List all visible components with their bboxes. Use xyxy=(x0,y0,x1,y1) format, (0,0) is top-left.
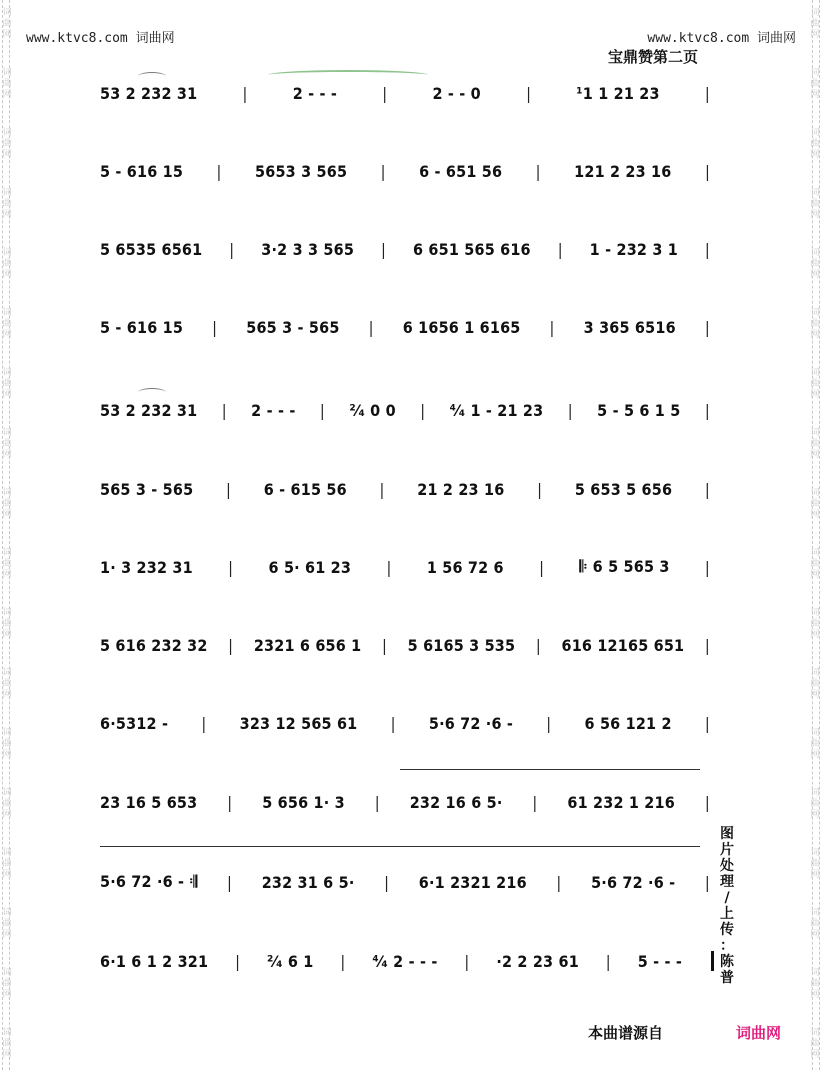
measure: 5·6 72 ·6 - xyxy=(428,713,514,733)
side-watermark-left: 词 曲 网 xyxy=(2,248,12,280)
credit-char: ： xyxy=(720,938,734,954)
barline: | xyxy=(420,400,426,420)
credit-char: 理 xyxy=(720,874,734,890)
barline: | xyxy=(546,713,552,733)
barline: | xyxy=(704,83,710,103)
measure: 21 2 23 16 xyxy=(417,479,505,499)
side-watermark-left: 词 曲 网 xyxy=(2,1028,12,1060)
score-row xyxy=(100,552,714,582)
barline: | xyxy=(605,951,611,971)
barline: | xyxy=(201,713,207,733)
measure: 23 16 5 653 xyxy=(100,792,198,812)
barline: | xyxy=(379,479,385,499)
side-watermark-right: 词 曲 网 xyxy=(810,368,820,400)
measure: ⁴⁄₄ 1 - 21 23 xyxy=(449,400,544,420)
side-watermark-right: 词 曲 网 xyxy=(810,668,820,700)
measure: 5 6535 6561 xyxy=(100,239,203,259)
side-watermark-right: 词 曲 网 xyxy=(810,488,820,520)
side-watermark-right: 词 曲 网 xyxy=(810,8,820,40)
barline: | xyxy=(704,872,710,892)
side-watermark-left: 词 曲 网 xyxy=(2,548,12,580)
measure: 6·1 2321 216 xyxy=(418,872,527,892)
barline: | xyxy=(704,792,710,812)
barline: | xyxy=(381,239,387,259)
score-row xyxy=(100,156,714,186)
barline: | xyxy=(556,872,562,892)
barline: | xyxy=(382,83,388,103)
measure: 6 1656 1 6165 xyxy=(402,317,521,337)
barline: | xyxy=(549,317,555,337)
side-watermark-left: 词 曲 网 xyxy=(2,908,12,940)
measure: 6 - 651 56 xyxy=(419,161,503,181)
side-watermark-right: 词 曲 网 xyxy=(810,128,820,160)
barline: | xyxy=(386,557,392,577)
barline: | xyxy=(368,317,374,337)
barline: | xyxy=(464,951,470,971)
barline: | xyxy=(535,635,541,655)
volta-line xyxy=(400,769,700,770)
side-watermark-right: 词 曲 网 xyxy=(810,188,820,220)
measure: 61 232 1 216 xyxy=(567,792,675,812)
footer-site-name: 词曲网 xyxy=(736,1024,782,1042)
barline: | xyxy=(228,557,234,577)
measure: ·2 2 23 61 xyxy=(496,951,579,971)
measure: 6 651 565 616 xyxy=(412,239,531,259)
measure: 5 - - - xyxy=(637,951,683,971)
barline: | xyxy=(704,317,710,337)
side-watermark-right: 词 曲 网 xyxy=(810,68,820,100)
barline: | xyxy=(539,557,545,577)
side-watermark-left: 词 曲 网 xyxy=(2,308,12,340)
score-row xyxy=(100,234,714,264)
barline: | xyxy=(221,400,227,420)
side-watermark-left: 词 曲 网 xyxy=(2,68,12,100)
footer-source-label: 本曲谱源自 xyxy=(588,1024,664,1042)
measure: 232 16 6 5· xyxy=(409,792,503,812)
barline: | xyxy=(340,951,346,971)
measure: 𝄆 6 5 565 3 xyxy=(579,557,670,576)
measure: 1· 3 232 31 xyxy=(100,557,193,577)
measure: 6 5· 61 23 xyxy=(268,557,352,577)
credit-char: 普 xyxy=(720,970,734,986)
side-watermark-left: 词 曲 网 xyxy=(2,788,12,820)
measure: 565 3 - 565 xyxy=(100,479,194,499)
barline: | xyxy=(319,400,325,420)
measure: 6 - 615 56 xyxy=(263,479,347,499)
measure: 2 - - - xyxy=(251,400,296,420)
side-watermark-left: 词 曲 网 xyxy=(2,488,12,520)
side-watermark-left: 词 曲 网 xyxy=(2,428,12,460)
barline: | xyxy=(242,83,248,103)
side-watermark-left: 词 曲 网 xyxy=(2,608,12,640)
measure: 6 56 121 2 xyxy=(584,713,672,733)
measure: 53 2 232 31 xyxy=(100,400,198,420)
measure: 1 - 232 3 1 xyxy=(589,239,678,259)
credit-char: / xyxy=(724,890,730,906)
barline: | xyxy=(704,400,710,420)
score-row xyxy=(100,946,714,976)
measure: 6·1 6 1 2 321 xyxy=(100,951,209,971)
measure: 5 - 616 15 xyxy=(100,317,184,337)
side-watermark-right: 词 曲 网 xyxy=(810,788,820,820)
watermark-site-left: www.ktvc8.com 词曲网 xyxy=(26,31,175,46)
barline: | xyxy=(235,951,241,971)
side-watermark-right: 词 曲 网 xyxy=(810,428,820,460)
side-watermark-right: 词 曲 网 xyxy=(810,968,820,1000)
measure: 2321 6 656 1 xyxy=(253,635,362,655)
measure: 3·2 3 3 565 xyxy=(261,239,355,259)
measure: 5 656 1· 3 xyxy=(262,792,345,812)
barline: | xyxy=(216,161,222,181)
measure: 1 56 72 6 xyxy=(426,557,504,577)
side-watermark-right: 词 曲 网 xyxy=(810,308,820,340)
barline: | xyxy=(704,161,710,181)
barline: | xyxy=(535,161,541,181)
side-watermark-left: 词 曲 网 xyxy=(2,368,12,400)
side-watermark-right: 词 曲 网 xyxy=(810,908,820,940)
barline: | xyxy=(704,479,710,499)
measure: 121 2 23 16 xyxy=(574,161,672,181)
measure: 3 365 6516 xyxy=(583,317,676,337)
barline: | xyxy=(227,792,233,812)
barline: | xyxy=(704,635,710,655)
measure: 5 - 5 6 1 5 xyxy=(597,400,681,420)
barline: | xyxy=(526,83,532,103)
barline: | xyxy=(229,239,235,259)
side-watermark-right: 词 曲 网 xyxy=(810,728,820,760)
credit-char: 片 xyxy=(720,842,734,858)
score-row xyxy=(100,312,714,342)
measure: 5·6 72 ·6 - xyxy=(591,872,676,892)
score-row xyxy=(100,395,714,425)
barline: | xyxy=(374,792,380,812)
side-watermark-left: 词 曲 网 xyxy=(2,968,12,1000)
barline: | xyxy=(226,479,232,499)
credit-char: 陈 xyxy=(720,954,734,970)
side-watermark-right: 词 曲 网 xyxy=(810,608,820,640)
side-watermark-left: 词 曲 网 xyxy=(2,188,12,220)
barline: | xyxy=(704,713,710,733)
measure: 5 653 5 656 xyxy=(574,479,673,499)
credit-char: 传 xyxy=(720,922,734,938)
score-row xyxy=(100,867,714,897)
credit-char: 处 xyxy=(720,858,734,874)
side-watermark-right: 词 曲 网 xyxy=(810,248,820,280)
barline: | xyxy=(228,635,234,655)
side-watermark-left: 词 曲 网 xyxy=(2,848,12,880)
side-watermark-right: 词 曲 网 xyxy=(810,548,820,580)
barline: | xyxy=(557,239,563,259)
measure: 5 6165 3 535 xyxy=(407,635,516,655)
measure: 323 12 565 61 xyxy=(239,713,358,733)
barline: | xyxy=(567,400,573,420)
watermark-site-right: www.ktvc8.com 词曲网 xyxy=(647,31,796,46)
barline: | xyxy=(704,557,710,577)
side-watermark-left: 词 曲 网 xyxy=(2,728,12,760)
volta-line xyxy=(100,846,700,847)
side-watermark-left: 词 曲 网 xyxy=(2,8,12,40)
measure: ²⁄₄ 0 0 xyxy=(349,400,396,420)
score-row xyxy=(100,787,714,817)
barline: | xyxy=(704,239,710,259)
side-watermark-left: 词 曲 网 xyxy=(2,128,12,160)
score-row xyxy=(100,708,714,738)
measure: 232 31 6 5· xyxy=(261,872,355,892)
measure: ⁴⁄₄ 2 - - - xyxy=(372,951,438,971)
side-watermark-left: 词 曲 网 xyxy=(2,668,12,700)
measure: 616 12165 651 xyxy=(561,635,685,655)
measure: 5 - 616 15 xyxy=(100,161,184,181)
measure: 6·5312 - xyxy=(100,713,169,733)
measure: 2 - - - xyxy=(292,83,338,103)
side-watermark-right: 词 曲 网 xyxy=(810,1028,820,1060)
measure: 5·6 72 ·6 - 𝄇 xyxy=(100,872,198,891)
measure: 5653 3 565 xyxy=(255,161,348,181)
barline: | xyxy=(227,872,233,892)
barline: | xyxy=(390,713,396,733)
score-row xyxy=(100,630,714,660)
measure: ²⁄₄ 6 1 xyxy=(267,951,314,971)
barline: | xyxy=(380,161,386,181)
page-title: 宝鼎赞第二页 xyxy=(607,48,698,66)
barline: | xyxy=(382,635,388,655)
barline: | xyxy=(384,872,390,892)
measure: 2 - - 0 xyxy=(432,83,481,103)
measure: 53 2 232 31 xyxy=(100,83,198,103)
barline: | xyxy=(212,317,218,337)
barline: | xyxy=(537,479,543,499)
credit-char: 图 xyxy=(720,826,734,842)
measure: 565 3 - 565 xyxy=(246,317,340,337)
credit-char: 上 xyxy=(720,906,734,922)
side-watermark-right: 词 曲 网 xyxy=(810,848,820,880)
score-row xyxy=(100,474,714,504)
barline: | xyxy=(532,792,538,812)
measure: 5 616 232 32 xyxy=(100,635,208,655)
score-row xyxy=(100,78,714,108)
vertical-credit xyxy=(716,826,738,986)
measure: ¹1 1 21 23 xyxy=(576,83,660,103)
final-barline xyxy=(711,951,714,971)
